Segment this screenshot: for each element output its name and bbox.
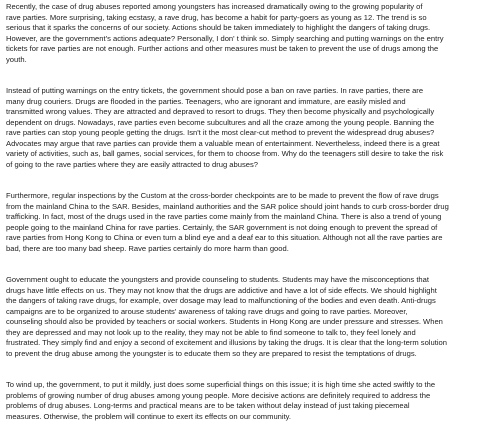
text-line: serious that it sparks the concerns of our society. Actions should be taken immediately to highlight the dangers of taking drugs. — [6, 23, 431, 32]
text-line: to prevent the drug abuse among the youngster is to educate them so they are prepared to resist the temptations of drugs. — [6, 348, 417, 358]
text-line: they are depressed and may not look up to the reality, they may not be able to find someone to talk to, they feel lonely and — [6, 327, 416, 337]
text-line: Advocates may argue that rave parties can provide them a valuable mean of entertainment. Nevertheless, indeed there is a great — [6, 138, 440, 148]
paragraph-border-inspections — [6, 191, 496, 254]
text-line: measures. Otherwise, the problem will continue to exert its effects on our community. — [6, 411, 292, 421]
text-line: Furthermore, regular inspections by the Custom at the cross-border checkpoints are to be made to prevent the flow of rave drugs — [6, 191, 439, 200]
text-line: Instead of putting warnings on the entry tickets, the government should pose a ban on rave parties. In rave parties, there are — [6, 86, 424, 95]
text-line: variety of activities, such as, ball games, social services, for them to choose from. Why do the teenagers still desire to take the risk — [6, 149, 444, 158]
text-line: problems of growing number of drug abuses among young people. More decisive actions are definitely required to address the — [6, 390, 431, 400]
text-line: frustrated. They simply find and enjoy a second of excitement and illusions by taking the drugs. It is clear that the long-term solution — [6, 338, 447, 347]
text-line: many drug couriers. Drugs are flooded in the parties. Teenagers, who are ignorant and immature, are easily misled and — [6, 96, 406, 106]
text-line: rave parties can stop young people getting the drugs. Isn't it the most clear-cut method to prevent the widespread drug abuses? — [6, 128, 435, 137]
text-line: dependent on drugs. Nowadays, rave parties even become subcultures and all the craze among the young people. Banning the — [6, 117, 435, 127]
text-line: people going to the mainland China for rave parties. Certainly, the SAR government is not doing enough to prevent the spread of — [6, 222, 438, 232]
text-line: the dangers of taking rave drugs, for example, over dosage may lead to malfunctioning of the bodies and even death. Anti-drugs — [6, 296, 436, 305]
paragraph-introduction — [6, 2, 496, 65]
text-line: rave parties. More surprising, taking ecstasy, a rave drug, has become a habit for party-goers as young as 12. The trend is so — [6, 12, 427, 22]
text-line: Recently, the case of drug abuses reported among youngsters has increased dramatically owing to the growing popularity of — [6, 2, 423, 11]
text-line: counseling should also be provided by teachers or social workers. Students in Hong Kong are under pressure and stresses. When — [6, 317, 443, 326]
text-line: transmitted wrong values. They are attracted and depraved to resort to drugs. They then become physically and psychologically — [6, 107, 435, 116]
paragraph-conclusion — [6, 380, 496, 422]
text-line: from the mainland China to the SAR. Besides, mainland authorities and the SAR police should joint hands to curb cross-border drug — [6, 201, 449, 211]
text-line: campaigns are to be organized to arouse students' awareness of taking rave drugs and going to rave parties. Moreover, — [6, 306, 408, 316]
text-line: of going to the rave parties where they are easily attracted to drug abuses? — [6, 159, 259, 169]
paragraph-ban-rave-parties — [6, 86, 496, 170]
text-line: Government ought to educate the youngsters and provide counseling to students. Students may have the misconceptions that — [6, 275, 429, 284]
text-line: tickets for rave parties are not enough. Further actions and other measures must be taken to prevent the use of drugs among the — [6, 44, 439, 53]
text-line: bad, there are too many bad sheep. Rave parties certainly do more harm than good. — [6, 243, 289, 253]
text-line: rave parties from Hong Kong to China or even turn a blind eye and a deaf ear to this situation. Although not all the rave parties are — [6, 233, 443, 242]
text-line: youth. — [6, 54, 27, 64]
text-line: trafficking. In fact, most of the drugs used in the rave parties come mainly from the mainland China. There is also a trend of young — [6, 212, 442, 221]
essay-document — [6, 2, 496, 422]
text-line: To wind up, the government, to put it mildly, just does some superficial things on this issue; it is high time she acted swiftly to the — [6, 380, 436, 389]
text-line: However, are the government's actions adequate? Personally, I don' t think so. Simply searching and putting warnings on the entry — [6, 33, 444, 43]
text-line: drugs have little effects on us. They may not know that the drugs are addictive and have a lot of side effects. We should highlight — [6, 285, 437, 295]
paragraph-education-counseling — [6, 275, 496, 359]
text-line: problems of drug abuses. Long-terms and practical means are to be taken without delay instead of just taking piecemeal — [6, 401, 410, 410]
